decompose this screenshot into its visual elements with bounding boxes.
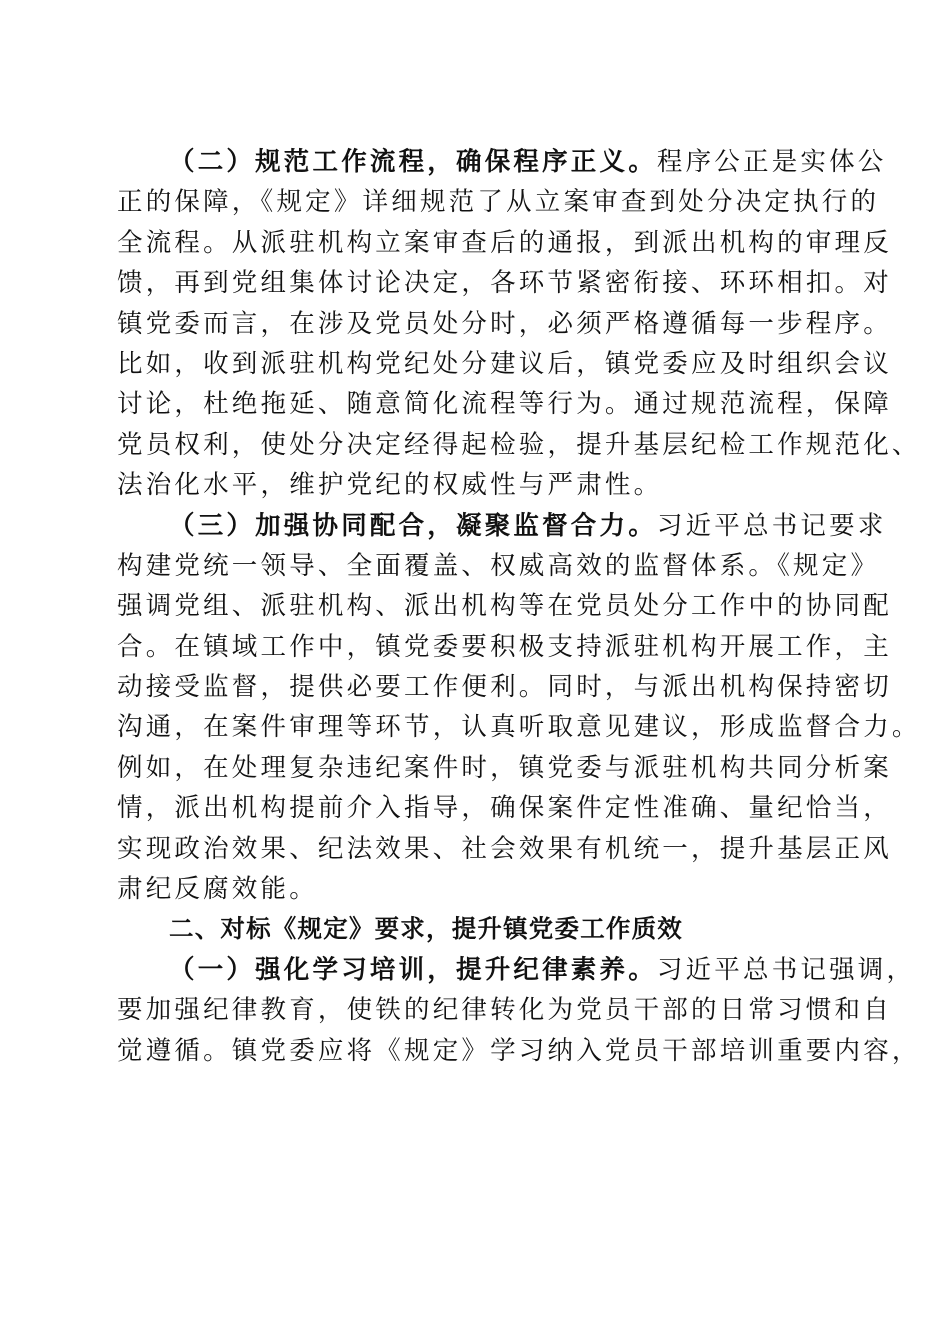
paragraph-lead: （三）加强协同配合，凝聚监督合力。: [169, 510, 657, 541]
paragraph-line: 实现政治效果、纪法效果、社会效果有机统一，提升基层正风: [117, 833, 892, 864]
paragraph-line: 沟通，在案件审理等环节，认真听取意见建议，形成监督合力。: [117, 712, 921, 743]
paragraph-line: 馈，再到党组集体讨论决定，各环节紧密衔接、环环相扣。对: [117, 268, 892, 299]
paragraph-line: 比如，收到派驻机构党纪处分建议后，镇党委应及时组织会议: [117, 348, 892, 379]
paragraph-line: 正的保障，《规定》详细规范了从立案审查到处分决定执行的: [117, 187, 880, 218]
document-body: [117, 142, 921, 1071]
paragraph-line: 全流程。从派驻机构立案审查后的通报，到派出机构的审理反: [117, 227, 892, 258]
paragraph-text: 程序公正是实体公: [656, 147, 887, 177]
paragraph-line: [117, 506, 887, 546]
paragraph-line: 觉遵循。镇党委应将《规定》学习纳入党员干部培训重要内容，: [117, 1035, 921, 1066]
paragraph-lead: （一）强化学习培训，提升纪律素养。: [169, 954, 657, 985]
paragraph-line: 要加强纪律教育，使铁的纪律转化为党员干部的日常习惯和自: [117, 995, 892, 1026]
paragraph-line: 动接受监督，提供必要工作便利。同时，与派出机构保持密切: [117, 672, 892, 703]
paragraph-text: 习近平总书记要求: [656, 510, 887, 541]
paragraph-line: 例如，在处理复杂违纪案件时，镇党委与派驻机构共同分析案: [117, 752, 892, 783]
section-heading: 二、对标《规定》要求，提升镇党委工作质效: [169, 914, 683, 944]
paragraph-line: [117, 142, 887, 182]
paragraph-line: 情，派出机构提前介入指导，确保案件定性准确、量纪恰当，: [117, 793, 892, 824]
paragraph-text: 习近平总书记强调，: [656, 954, 916, 985]
paragraph-line: 肃纪反腐效能。: [117, 874, 318, 905]
paragraph-line: 法治化水平，维护党纪的权威性与严肃性。: [117, 470, 663, 501]
paragraph-line: 党员权利，使处分决定经得起检验，提升基层纪检工作规范化、: [117, 429, 921, 460]
paragraph-line: 强调党组、派驻机构、派出机构等在党员处分工作中的协同配: [117, 591, 892, 622]
paragraph-line: 讨论，杜绝拖延、随意简化流程等行为。通过规范流程，保障: [117, 389, 892, 420]
paragraph-line: 镇党委而言，在涉及党员处分时，必须严格遵循每一步程序。: [117, 308, 892, 339]
paragraph-line: 合。在镇域工作中，镇党委要积极支持派驻机构开展工作，主: [117, 631, 892, 662]
paragraph-line: [117, 950, 916, 990]
paragraph-line: 构建党统一领导、全面覆盖、权威高效的监督体系。《规定》: [117, 550, 880, 581]
paragraph-lead: （二）规范工作流程，确保程序正义。: [169, 147, 657, 177]
